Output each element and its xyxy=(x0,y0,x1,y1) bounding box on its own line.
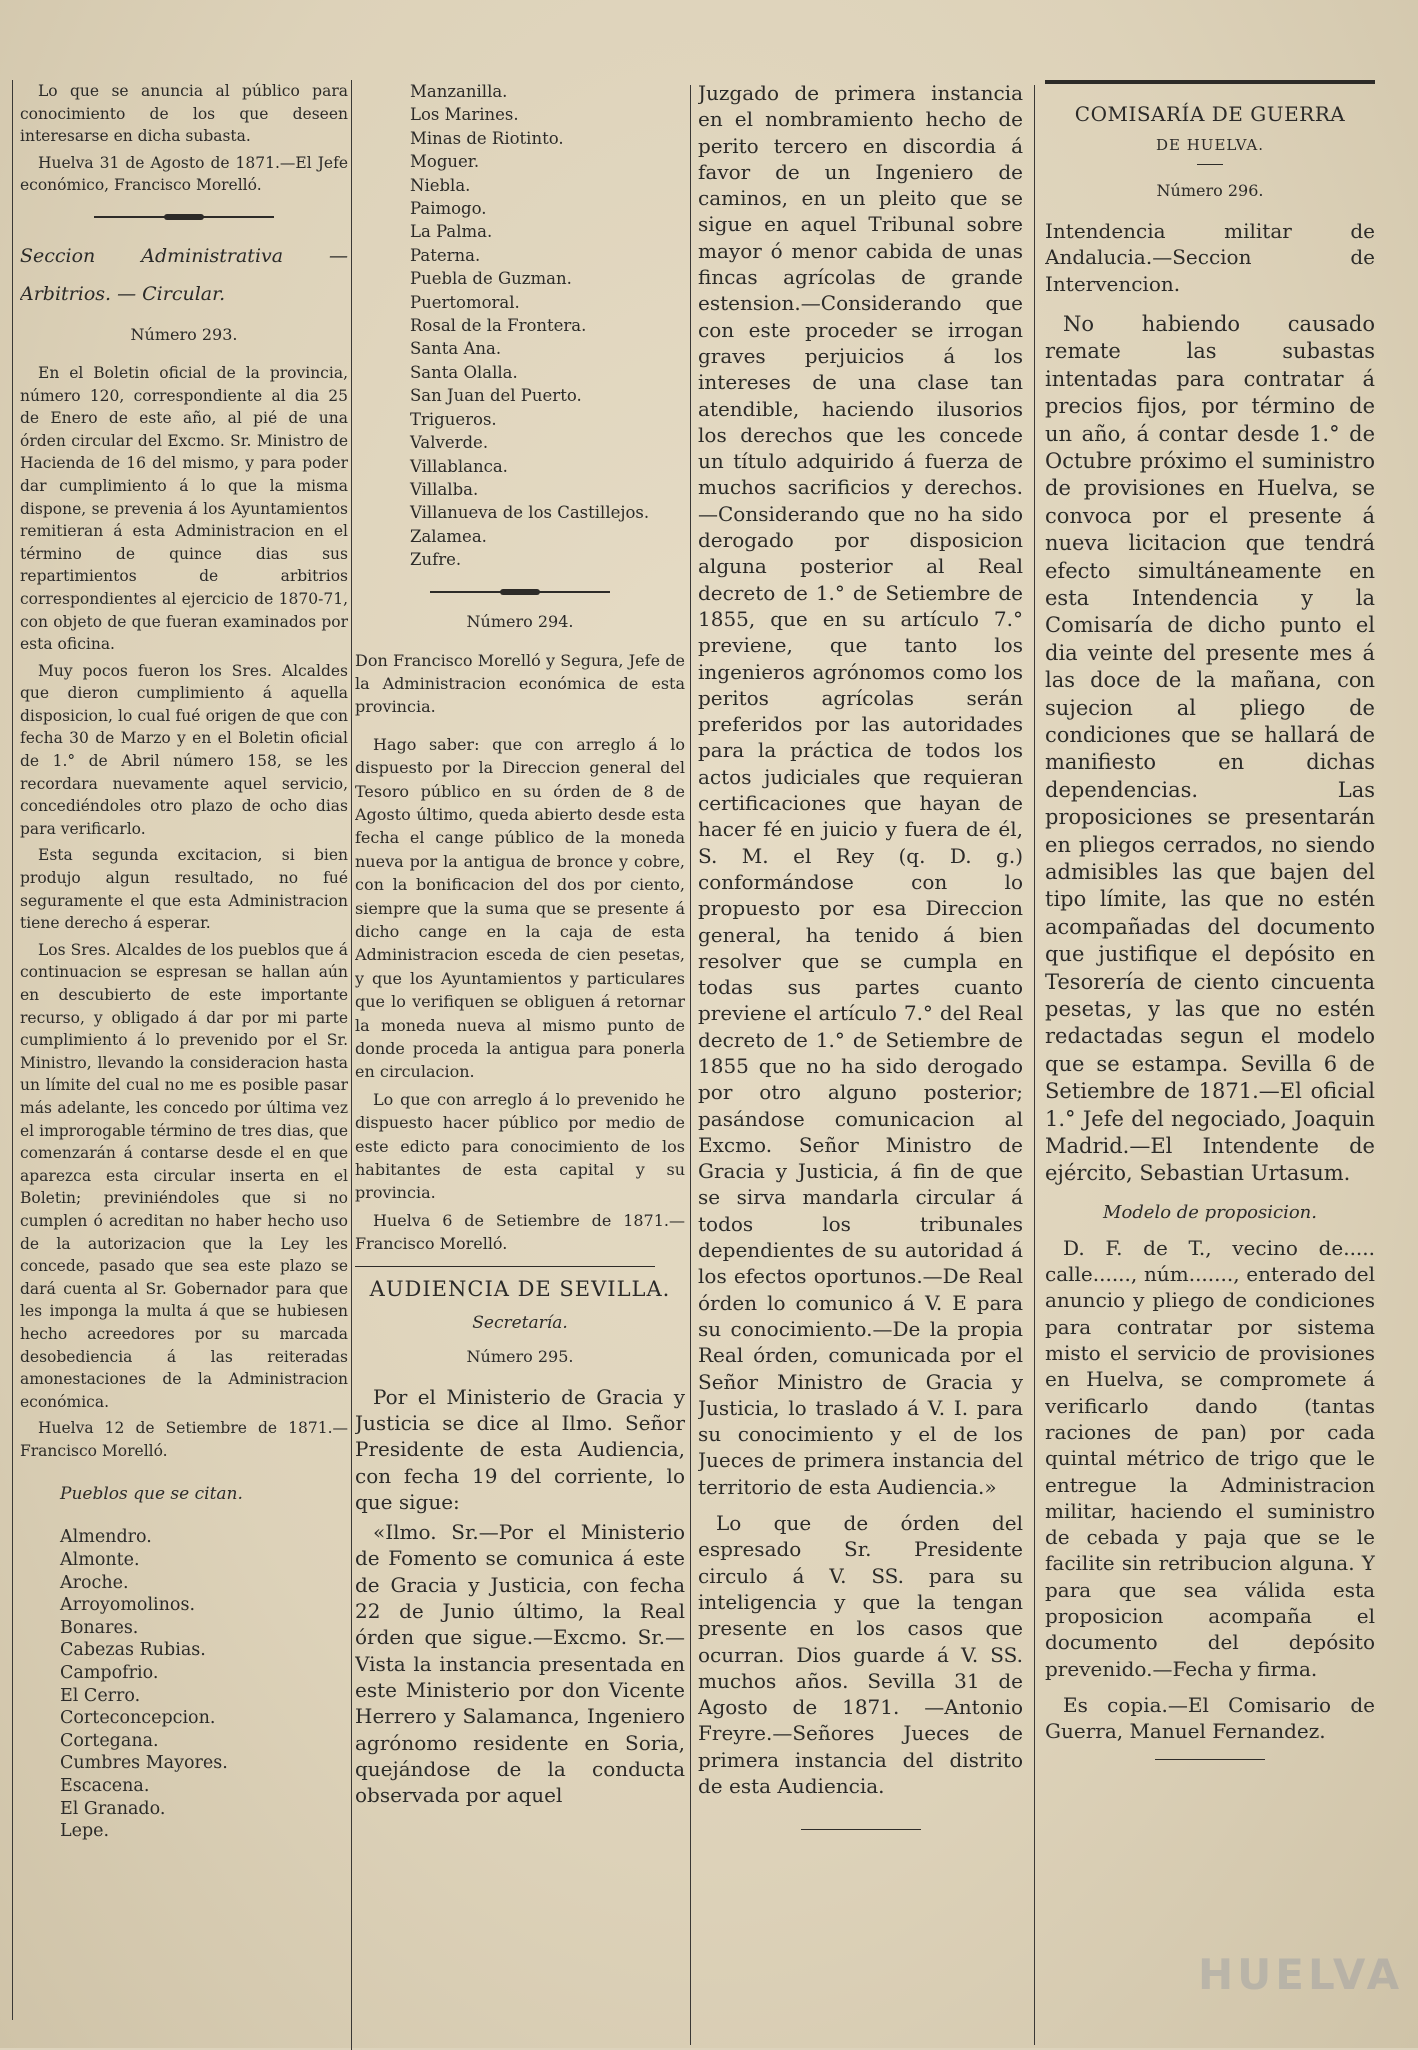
list-item: Cumbres Mayores. xyxy=(60,1753,228,1774)
list-item: Escacena. xyxy=(60,1776,150,1796)
list-item: Santa Olalla. xyxy=(410,362,518,382)
section-heading: Seccion Administrativa —Arbitrios. — Circular. xyxy=(20,244,348,305)
column-rule-1 xyxy=(351,80,352,2050)
list-item: Almendro. xyxy=(60,1527,152,1548)
sub-heading: Secretaría. xyxy=(472,1312,568,1333)
list-item: Santa Ana. xyxy=(410,339,502,359)
list-item: Villablanca. xyxy=(410,456,508,476)
divider xyxy=(1197,164,1223,165)
audiencia-heading: AUDIENCIA DE SEVILLA. xyxy=(369,1276,671,1301)
signature-1: Huelva 31 de Agosto de 1871.—El Jefe económico, Francisco Morelló. xyxy=(20,153,348,195)
column-rule-left-edge xyxy=(12,80,13,2020)
paragraph: Juzgado de primera instancia en el nombramiento hecho de perito tercero en discordia á favor de un Ingeniero de caminos, en un pleito que se sigue en aquel Tribunal sobre mayor ó menor cabida de unas fincas agrícolas de grande estension.—Considerando que con este proceder se irrogan graves perjuicios á los intereses de una clase tan atendible, haciendo ilusorios los derechos que les concede un título adquirido á fuerza de muchos sacrificios y derechos.—Considerando que no ha sido derogado por disposicion alguna posterior al Real decreto de 1.° de Setiembre de 1855, que en su artículo 7.° previene, que tanto los ingenieros agrónomos como los peritos agrícolas serán preferidos por las autoridades para la práctica de todos los actos judiciales que requieran certificaciones que hayan de hacer fé en juicio y fuera de él, S. M. el Rey (q. D. g.) conformándose con lo propuesto por esa Direccion general, ha tenido á bien resolver que se cumpla en todas sus partes cuanto previene el artículo 7.° del Real decreto de 1.° de Setiembre de 1855 que no ha sido derogado por otro alguno posterior; pasándose comunicacion al Excmo. Señor Ministro de Gracia y Justicia, á fin de que se sirva mandarla circular á todos los tribunales dependientes de su autoridad á los efectos oportunos.—De Real órden lo comunico á V. E para su conocimiento.—De la propia Real órden, comunicada por el Señor Ministro de Gracia y Justicia, lo traslado á V. I. para su conocimiento y el de los Jueces de primera instancia del territorio de esta Audiencia.» xyxy=(698,81,1023,1499)
paragraph: Muy pocos fueron los Sres. Alcaldes que dieron cumplimiento á aquella disposicion, lo cual fué origen de que con fecha 30 de Marzo y en el Boletin oficial de 1.° de Abril número 158, se les recordara nuevamente aquel servicio, concediéndoles otro plazo de ocho dias para verificarlo. xyxy=(20,661,348,838)
notice-number: Número 294. xyxy=(466,611,574,631)
list-item: El Granado. xyxy=(60,1798,166,1819)
list-item: Villalba. xyxy=(410,479,479,499)
signature: Huelva 6 de Setiembre de 1871.—Francisco Morelló. xyxy=(355,1210,685,1254)
intendencia-intro: Intendencia militar de Andalucia.—Seccion de Intervencion. xyxy=(1045,219,1375,296)
model-heading: Modelo de proposicion. xyxy=(1103,1201,1317,1223)
official-intro: Don Francisco Morelló y Segura, Jefe de la Administracion económica de esta provincia. xyxy=(355,650,685,717)
paragraph: Es copia.—El Comisario de Guerra, Manuel Fernandez. xyxy=(1045,1692,1375,1744)
paragraph: Los Sres. Alcaldes de los pueblos que á continuacion se espresan se hallan aún en descubierto de este importante recurso, y obligado á dar por mi parte cumplimiento á lo prevenido por el Sr. Ministro, llevando la consideracion hasta un límite del cual no me es posible pasar más adelante, les concedo por última vez el improrogable término de tres dias, que comenzarán á contarse desde el en que aparezca esta circular inserta en el Boletin; previniéndoles que si no cumplen ó acreditan no haber hecho uso de la autorizacion que la Ley les concede, pasado que sea este plazo se dará cuenta al Sr. Gobernador para que les imponga la multa á que se hubiesen hecho acreedores por su marcada desobediencia á las reiteradas amonestaciones de la Administracion económica. xyxy=(20,940,348,1411)
town-list-continued xyxy=(355,80,685,572)
ornamental-rule xyxy=(430,586,610,598)
paragraph: Por el Ministerio de Gracia y Justicia se dice al Ilmo. Señor Presidente de esta Audiencia, con fecha 19 del corriente, lo que sigue: xyxy=(355,1384,685,1514)
paragraph: Lo que de órden del espresado Sr. Presidente circulo á V. SS. para su inteligencia y que la tengan presente en los casos que ocurran. Dios guarde á V. SS. muchos años. Sevilla 31 de Agosto de 1871. —Antonio Freyre.—Señores Jueces de primera instancia del distrito de esta Audiencia. xyxy=(698,1511,1023,1798)
notice-number: Número 293. xyxy=(130,324,238,344)
list-item: Cortegana. xyxy=(60,1730,159,1751)
column-rule-2 xyxy=(690,85,691,2045)
list-item: La Palma. xyxy=(410,222,493,242)
list-item: Campofrio. xyxy=(60,1663,159,1684)
paragraph: Hago saber: que con arreglo á lo dispuesto por la Direccion general del Tesoro público en su órden de 8 de Agosto último, queda abierto desde esta fecha el cange público de la moneda nueva por la antigua de bronce y cobre, con la bonificacion del dos por ciento, siempre que la suma que se presente á dicho cange en la caja de esta Administracion esceda de cien pesetas, y que los Ayuntamientos y particulares que lo verifiquen se obliguen á retornar la moneda nueva al mismo punto de donde proceda la antigua para ponerla en circulacion. xyxy=(355,734,685,1082)
list-item: Puebla de Guzman. xyxy=(410,269,572,289)
list-item: Lepe. xyxy=(60,1821,110,1842)
header-rule xyxy=(1045,80,1375,84)
list-item: Paterna. xyxy=(410,245,481,265)
town-list xyxy=(20,1526,348,1842)
list-item: Aroche. xyxy=(60,1572,129,1593)
list-item: Bonares. xyxy=(60,1617,139,1638)
list-item: Corteconcepcion. xyxy=(60,1708,216,1729)
list-item: Manzanilla. xyxy=(410,82,508,101)
list-item: Niebla. xyxy=(410,175,471,195)
archive-stamp-watermark: HUELVA xyxy=(1198,1950,1404,1999)
comisaria-heading: COMISARÍA DE GUERRA xyxy=(1074,102,1346,126)
list-item: Arroyomolinos. xyxy=(60,1595,196,1616)
list-item: San Juan del Puerto. xyxy=(410,386,582,406)
list-item: Rosal de la Frontera. xyxy=(410,316,587,336)
notice-number: Número 296. xyxy=(1156,181,1264,200)
announcement-closing: Lo que se anuncia al público para conocimiento de los que deseen interesarse en dicha subasta. xyxy=(20,82,348,146)
list-item: Minas de Riotinto. xyxy=(410,128,564,148)
list-item: Moguer. xyxy=(410,152,480,172)
list-item: Cabezas Rubias. xyxy=(60,1640,206,1661)
list-item: Almonte. xyxy=(60,1550,140,1571)
column-rule-3 xyxy=(1034,85,1035,2045)
signature-2: Huelva 12 de Setiembre de 1871.—Francisco Morelló. xyxy=(20,1419,348,1460)
paragraph: En el Boletin oficial de la provincia, número 120, correspondiente al dia 25 de Enero de este año, al pié de una órden circular del Excmo. Sr. Ministro de Hacienda de 16 del mismo, y para poder dar cumplimiento á lo que la misma dispone, se prevenia á los Ayuntamientos remitieran á esta Administracion en el término de quince dias sus repartimientos de arbitrios correspondientes al ejercicio de 1870-71, con objeto de que fueran examinados por esta oficina. xyxy=(20,363,348,654)
column-4 xyxy=(1045,80,1375,2040)
list-item: Valverde. xyxy=(410,433,489,453)
paragraph: «Ilmo. Sr.—Por el Ministerio de Fomento se comunica á este de Gracia y Justicia, con fecha 22 de Junio último, la Real órden que sigue.—Excmo. Sr.—Vista la instancia presentada en este Ministerio por don Vicente Herrero y Salamanca, Ingeniero agrónomo residente en Soria, quejándose de la conducta observada por aquel xyxy=(355,1520,685,1808)
divider xyxy=(355,1266,655,1267)
column-3 xyxy=(698,80,1023,2020)
divider xyxy=(1155,1759,1265,1760)
paragraph: Lo que con arreglo á lo prevenido he dispuesto hacer público por medio de este edicto para conocimiento de los habitantes de esta capital y su provincia. xyxy=(355,1089,685,1203)
list-item: Trigueros. xyxy=(410,409,497,429)
divider xyxy=(801,1829,921,1830)
paragraph: No habiendo causado remate las subastas intentadas para contratar á precios fijos, por término de un año, á contar desde 1.° de Octubre próximo el suministro de provisiones en Huelva, se convoca por el presente á nueva licitacion que tendrá efecto simultáneamente en esta Intendencia y la Comisaría de dicho punto el dia veinte del presente mes á las doce de la mañana, con sujecion al pliego de condiciones que se hallará de manifiesto en dichas dependencias. Las proposiciones se presentarán en pliegos cerrados, no siendo admisibles las que bajen del tipo límite, las que no estén acompañadas del documento que justifique el depósito en Tesorería de ciento cincuenta pesetas, y las que no estén redactadas segun el modelo que se estampa. Sevilla 6 de Setiembre de 1871.—El oficial 1.° Jefe del negociado, Joaquin Madrid.—El Intendente de ejército, Sebastian Urtasum. xyxy=(1045,311,1375,1186)
paragraph: Esta segunda excitacion, si bien produjo algun resultado, no fué seguramente el que esta Administracion tiene derecho á esperar. xyxy=(20,846,348,933)
list-item: Villanueva de los Castillejos. xyxy=(410,503,650,523)
column-2 xyxy=(355,80,685,2040)
list-item: Puertomoral. xyxy=(410,292,520,312)
list-item: Paimogo. xyxy=(410,199,487,219)
list-heading: Pueblos que se citan. xyxy=(60,1484,243,1505)
ornamental-rule xyxy=(94,211,274,223)
paragraph: D. F. de T., vecino de..... calle......, núm......., enterado del anuncio y pliego de condiciones para contratar por sistema misto el servicio de provisiones en Huelva, se compromete á verificarlo dando (tantas raciones de pan) por cada quintal métrico de trigo que le entregue la Administracion militar, haciendo el suministro de cebada y paja que se le facilite sin retribucion alguna. Y para que sea válida esta proposicion acompaña el documento del depósito prevenido.—Fecha y firma. xyxy=(1045,1235,1375,1681)
list-item: El Cerro. xyxy=(60,1685,141,1706)
list-item: Zufre. xyxy=(410,550,462,570)
column-1 xyxy=(20,80,348,2020)
notice-number: Número 295. xyxy=(466,1346,574,1366)
list-item: Zalamea. xyxy=(410,526,487,546)
comisaria-subheading: DE HUELVA. xyxy=(1155,136,1264,154)
list-item: Los Marines. xyxy=(410,105,519,125)
